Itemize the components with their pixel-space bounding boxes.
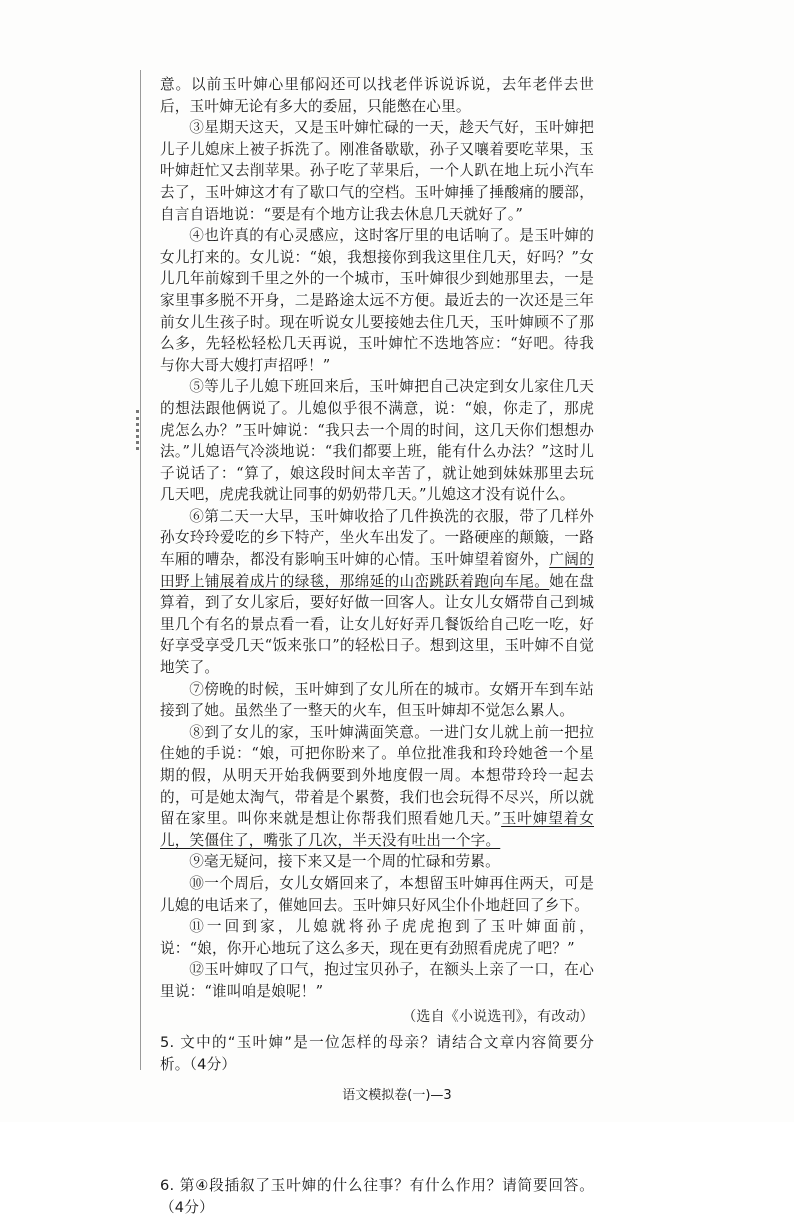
paragraph-number: ⑦ [189, 680, 205, 698]
paragraph-11 [160, 916, 594, 959]
question-5: 5. 文中的“玉叶婶”是一位怎样的母亲？请结合文章内容简要分析。（4分） [160, 1034, 594, 1073]
paragraph-number: ③ [189, 119, 205, 137]
paragraph-text: 一个周后，女儿女婿回来了，本想留玉叶婶再住两天，可是儿媳的电话来了，催她回去。玉叶婶只好风尘仆仆地赶回了乡下。 [160, 874, 595, 914]
paragraph-text: 她在盘算着，到了女儿家后，要好好做一回客人。让女儿女婿带自己到城里几个有名的景点看一看，让女儿好好弄几餐饭给自己吃一吃，好好享受享受几天“饭来张口”的轻松日子。想到这里，玉叶婶不自觉地笑了。 [160, 572, 595, 677]
paragraph-3 [160, 117, 594, 225]
paragraph-number: ⑤ [189, 378, 205, 396]
page-footer: 语文模拟卷(一)—3 [342, 1088, 452, 1103]
paragraph-number: ⑪ [189, 918, 207, 936]
paragraph-number: ⑨ [189, 853, 204, 871]
paragraph-text: 也许真的有心灵感应，这时客厅里的电话响了。是玉叶婶的女儿打来的。女儿说：“娘，我想接你到我这里住几天，好吗？”女儿几年前嫁到千里之外的一个城市，玉叶婶很少到她那里去，一是家里事多脱不开身，二是路途太远不方便。最近去的一次还是三年前女儿生孩子时。现在听说女儿要接她去住几天，玉叶婶顾不了那么多，先轻松轻松几天再说，玉叶婶忙不迭地答应：“好吧。待我与你大哥大嫂打声招呼！” [160, 227, 595, 374]
paragraph-text: 第二天一大早，玉叶婶收拾了几件换洗的衣服，带了几样外孙女玲玲爱吃的乡下特产，坐火车出发了。一路硬座的颠簸，一路车厢的嘈杂，都没有影响玉叶婶的心情。玉叶婶望着窗外， [160, 507, 595, 569]
underlined-sentence: 广阔的田野上铺展着成片的绿毯，那绵延的山峦跳跃着跑向车尾。 [160, 551, 595, 590]
paragraph-text: 等儿子儿媳下班回来后，玉叶婶把自己决定到女儿家住几天的想法跟他俩说了。儿媳似乎很不满意，说：“娘，你走了，那虎虎怎么办？”玉叶婶说：“我只去一个周的时间，这几天你们想想办法。”儿媳语气冷淡地说：“我们都要上班，能有什么办法？”这时儿子说话了：“算了，娘这段时间太辛苦了，就让她到妹妹那里去玩几天吧，虎虎我就让同事的奶奶带几天。”儿媳这才没有说什么。 [160, 378, 595, 504]
binding-margin-line [140, 70, 141, 1070]
paragraph-5 [160, 376, 594, 506]
paragraph-text: 傍晚的时候，玉叶婶到了女儿所在的城市。女婿开车到车站接到了她。虽然坐了一整天的火车，但玉叶婶却不觉怎么累人。 [160, 680, 595, 720]
paragraph-12 [160, 959, 594, 1002]
paragraph-number: ⑩ [189, 874, 205, 892]
paragraph-text: 玉叶婶叹了口气，抱过宝贝孙子，在额头上亲了一口，在心里说：“谁叫咱是娘呢！” [160, 961, 595, 1000]
paragraph-number: ⑥ [189, 507, 205, 525]
paragraph-number: ⑫ [189, 961, 205, 979]
binding-margin-dots [136, 410, 148, 450]
paragraph-10 [160, 873, 594, 916]
underlined-sentence: 玉叶婶望着女儿，笑僵住了，嘴张了几次，半天没有吐出一个字。 [160, 810, 594, 849]
paragraph-text: 一回到家，儿媳就将孙子虎虎抱到了玉叶婶面前，说：“娘，你开心地玩了这么多天，现在更有劲照看虎虎了吧？” [160, 918, 594, 957]
source-citation: （选自《小说选刊》，有改动） [402, 1008, 594, 1025]
paragraph-text: 意。以前玉叶婶心里郁闷还可以找老伴诉说诉说，去年老伴去世后，玉叶婶无论有多大的委屈，只能憋在心里。 [160, 76, 594, 115]
paragraph-8 [160, 722, 594, 852]
paragraph-number: ④ [189, 227, 205, 245]
paragraph-number: ⑧ [189, 723, 205, 741]
paragraph-text: 星期天这天，又是玉叶婶忙碌的一天，趁天气好，玉叶婶把儿子儿媳床上被子拆洗了。刚准备歇歇，孙子又嚷着要吃苹果，玉叶婶赶忙又去削苹果。孙子吃了苹果后，一个人趴在地上玩小汽车去了，玉叶婶这才有了歇口气的空档。玉叶婶捶了捶酸痛的腰部，自言自语地说：“要是有个地方让我去休息几天就好了。” [160, 119, 595, 223]
question-6: 6. 第④段插叙了玉叶婶的什么往事？有什么作用？请简要回答。（4分） [160, 1177, 594, 1216]
paragraph-4 [160, 225, 594, 376]
reading-passage [160, 74, 594, 1219]
paragraph-7 [160, 679, 594, 722]
paragraph-9 [160, 851, 594, 873]
paragraph-text: 毫无疑问，接下来又是一个周的忙碌和劳累。 [203, 853, 500, 871]
paragraph-continued [160, 74, 594, 117]
paragraph-text: 到了女儿的家，玉叶婶满面笑意。一进门女儿就上前一把拉住她的手说：“娘，可把你盼来了。单位批准我和玲玲她爸一个星期的假，从明天开始我俩要到外地度假一周。本想带玲玲一起去的，可是她太淘气，带着是个累赘，我们也会玩得不尽兴，所以就留在家里。叫你来就是想让你帮我们照看她几天。” [160, 723, 595, 828]
paragraph-6 [160, 506, 594, 679]
